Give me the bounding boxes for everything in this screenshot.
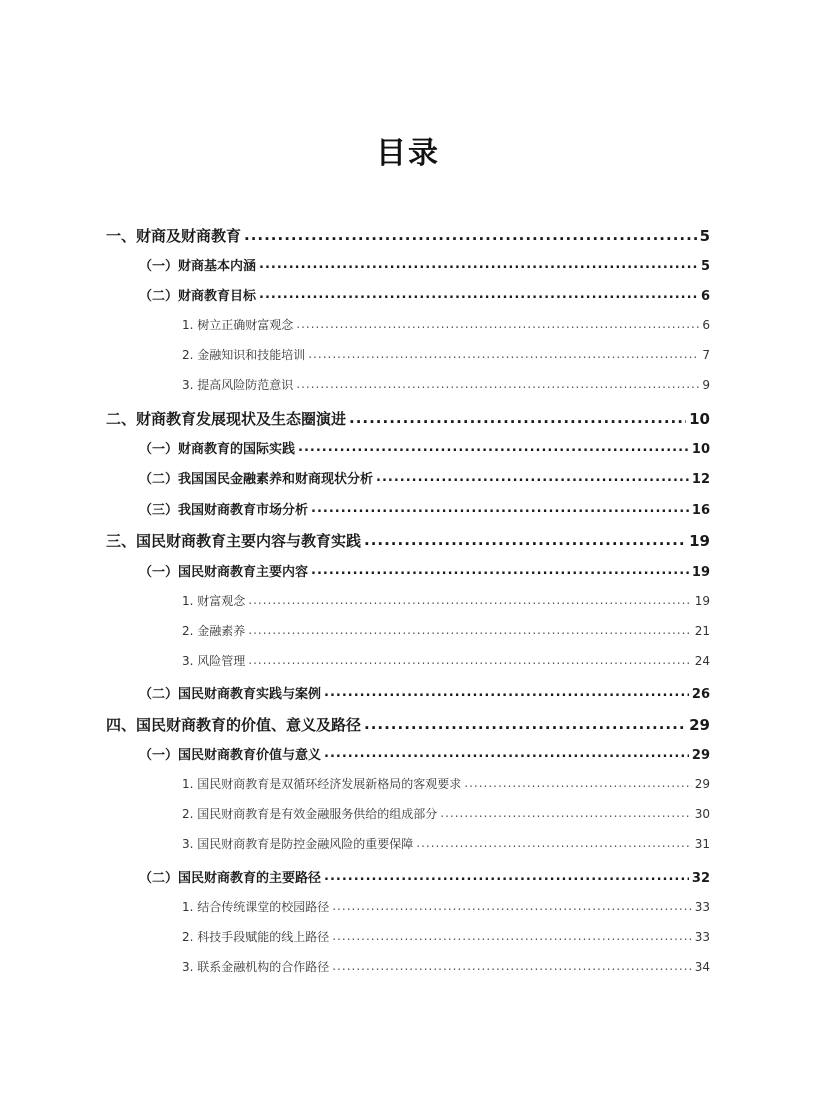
toc-entry[interactable]: [182, 376, 710, 393]
toc-entry[interactable]: [182, 775, 710, 792]
toc-entry[interactable]: [182, 346, 710, 363]
toc-entry[interactable]: [139, 867, 710, 886]
toc-entry-label: 2. 科技手段赋能的线上路径: [182, 930, 330, 944]
toc-entry[interactable]: [139, 438, 710, 457]
toc-leader-dots: [296, 377, 699, 389]
toc-entry-page-number: 29: [689, 716, 710, 734]
toc-leader-dots: [259, 257, 698, 270]
toc-entry-page-number: 7: [702, 348, 710, 362]
toc-leader-dots: [296, 317, 699, 329]
toc-leader-dots: [298, 440, 689, 453]
toc-entry[interactable]: [182, 652, 710, 669]
toc-entry-page-number: 12: [691, 472, 710, 487]
toc-entry[interactable]: [182, 835, 710, 852]
toc-entry[interactable]: [106, 714, 710, 735]
toc-leader-dots: [324, 685, 689, 698]
toc-entry-label: （三）我国财商教育市场分析: [139, 503, 309, 518]
toc-entry[interactable]: [182, 805, 710, 822]
toc-entry-page-number: 33: [694, 930, 710, 944]
toc-entry[interactable]: [106, 408, 710, 429]
toc-entry-page-number: 9: [702, 378, 710, 392]
toc-leader-dots: [364, 531, 686, 546]
toc-entry-page-number: 29: [694, 777, 710, 791]
toc-entry[interactable]: [139, 285, 710, 304]
toc-entry-page-number: 6: [702, 318, 710, 332]
toc-entry-page-number: 26: [691, 687, 710, 702]
toc-leader-dots: [248, 653, 691, 665]
toc-entry[interactable]: [139, 499, 710, 518]
toc-entry-label: （二）国民财商教育的主要路径: [139, 871, 322, 886]
toc-leader-dots: [376, 470, 689, 483]
toc-entry-label: （一）国民财商教育价值与意义: [139, 748, 322, 763]
toc-entry-page-number: 16: [691, 503, 710, 518]
toc-entry[interactable]: [139, 255, 710, 274]
toc-leader-dots: [259, 287, 698, 300]
toc-leader-dots: [349, 409, 686, 424]
toc-entry-page-number: 10: [689, 410, 710, 428]
toc-entry-page-number: 19: [694, 594, 710, 608]
toc-entry-label: 1. 国民财商教育是双循环经济发展新格局的客观要求: [182, 777, 462, 791]
toc-entry-label: 3. 联系金融机构的合作路径: [182, 960, 330, 974]
toc-entry[interactable]: [139, 561, 710, 580]
toc-entry[interactable]: [182, 622, 710, 639]
toc-leader-dots: [311, 563, 689, 576]
page-title: 目录: [376, 136, 440, 171]
toc-leader-dots: [364, 715, 686, 730]
toc-entry-page-number: 34: [694, 960, 710, 974]
toc-leader-dots: [308, 347, 699, 359]
toc-entry[interactable]: [139, 683, 710, 702]
toc-entry-label: 一、财商及财商教育: [106, 227, 242, 245]
toc-leader-dots: [332, 929, 691, 941]
toc-leader-dots: [332, 959, 691, 971]
toc-entry[interactable]: [182, 928, 710, 945]
toc-entry-label: 二、财商教育发展现状及生态圈演进: [106, 410, 347, 428]
toc-entry-label: 3. 国民财商教育是防控金融风险的重要保障: [182, 837, 414, 851]
toc-entry-page-number: 24: [694, 654, 710, 668]
toc-entry[interactable]: [139, 744, 710, 763]
toc-leader-dots: [464, 776, 691, 788]
toc-entry-page-number: 5: [700, 259, 710, 274]
toc-entry-page-number: 6: [700, 289, 710, 304]
toc-entry-label: 三、国民财商教育主要内容与教育实践: [106, 532, 362, 550]
toc-leader-dots: [324, 869, 689, 882]
toc-entry[interactable]: [106, 530, 710, 551]
toc-leader-dots: [248, 593, 691, 605]
toc-entry[interactable]: [182, 316, 710, 333]
toc-entry-label: 3. 提高风险防范意识: [182, 378, 294, 392]
toc-entry-page-number: 19: [689, 532, 710, 550]
toc-entry-page-number: 33: [694, 900, 710, 914]
toc-leader-dots: [248, 623, 691, 635]
toc-entry[interactable]: [106, 225, 710, 246]
toc-entry-page-number: 30: [694, 807, 710, 821]
toc-entry[interactable]: [182, 898, 710, 915]
toc-entry-label: （二）我国国民金融素养和财商现状分析: [139, 472, 374, 487]
toc-entry-label: （二）国民财商教育实践与案例: [139, 687, 322, 702]
toc-entry[interactable]: [182, 958, 710, 975]
toc-entry-page-number: 32: [691, 871, 710, 886]
toc-entry-label: 1. 树立正确财富观念: [182, 318, 294, 332]
toc-entry-label: （二）财商教育目标: [139, 289, 257, 304]
toc-entry-label: 四、国民财商教育的价值、意义及路径: [106, 716, 362, 734]
toc-entry-label: 2. 国民财商教育是有效金融服务供给的组成部分: [182, 807, 438, 821]
toc-entry-page-number: 10: [691, 442, 710, 457]
toc-entry-label: 3. 风险管理: [182, 654, 246, 668]
toc-entry-page-number: 5: [699, 227, 710, 245]
toc-entry-page-number: 19: [691, 565, 710, 580]
toc-entry-label: （一）国民财商教育主要内容: [139, 565, 309, 580]
toc-entry-page-number: 29: [691, 748, 710, 763]
toc-entry-label: 1. 财富观念: [182, 594, 246, 608]
toc-leader-dots: [332, 899, 691, 911]
toc-entry-page-number: 21: [694, 624, 710, 638]
toc-entry-label: （一）财商基本内涵: [139, 259, 257, 274]
toc-leader-dots: [416, 836, 691, 848]
toc-entry[interactable]: [139, 468, 710, 487]
toc-leader-dots: [440, 806, 691, 818]
toc-entry[interactable]: [182, 592, 710, 609]
toc-entry-label: 1. 结合传统课堂的校园路径: [182, 900, 330, 914]
toc-leader-dots: [244, 226, 697, 241]
toc-leader-dots: [324, 746, 689, 759]
toc-entry-label: （一）财商教育的国际实践: [139, 442, 296, 457]
toc-entry-label: 2. 金融素养: [182, 624, 246, 638]
toc-leader-dots: [311, 501, 689, 514]
toc-entry-page-number: 31: [694, 837, 710, 851]
toc-entry-label: 2. 金融知识和技能培训: [182, 348, 306, 362]
